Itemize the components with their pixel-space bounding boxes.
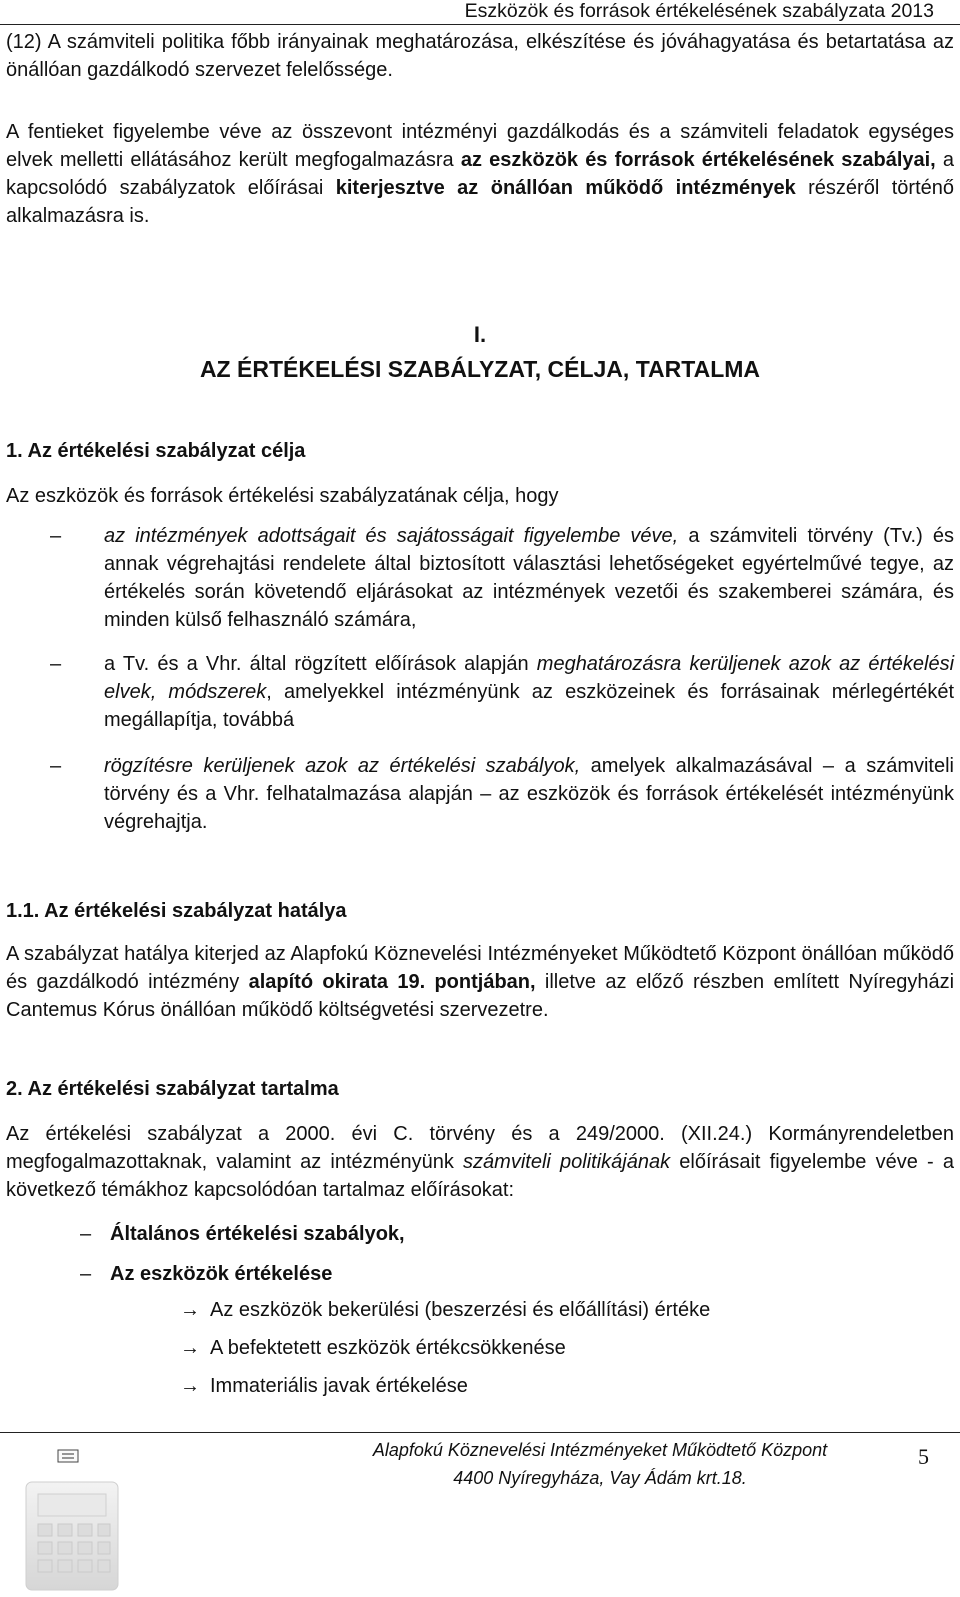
- section-2-subitem-2: A befektetett eszközök értékcsökkenése: [210, 1337, 566, 1359]
- intro-text-a: A fentieket figyelembe véve az összevont intézményi gazdálkodás és a számviteli feladatok egységes elvek melletti ellátásához került megfogalmazásra: [6, 121, 954, 171]
- section-2-heading: 2. Az értékelési szabályzat tartalma: [6, 1078, 339, 1100]
- section-2-subitem-3: Immateriális javak értékelése: [210, 1375, 468, 1397]
- section-2-item-2: Az eszközök értékelése: [110, 1263, 333, 1285]
- section-1-bullet-2: [104, 650, 954, 734]
- intro-bold-d: kiterjesztve az önállóan működő intézmények: [335, 177, 796, 199]
- footer-address: 4400 Nyíregyháza, Vay Ádám krt.18.: [453, 1468, 747, 1488]
- page-number: 5: [918, 1444, 929, 1469]
- chapter-number: I.: [473, 322, 487, 347]
- s11-bold: alapító okirata 19. pontjában,: [248, 971, 536, 993]
- section-1-1-heading: 1.1. Az értékelési szabályzat hatálya: [6, 900, 347, 922]
- header-rule: [0, 24, 960, 25]
- section-1-bullet-3: [104, 752, 954, 836]
- bullet-2-text-b: , amelyekkel intézményünk az eszközeinek és forrásainak mérlegértékét megállapítja, továbbá: [104, 681, 955, 731]
- intro-paragraph: [6, 118, 954, 230]
- bullet-2-text-a: a Tv. és a Vhr. által rögzített előírások alapján: [104, 653, 537, 675]
- bullet-1-italic: az intézmények adottságait és sajátosságait figyelembe véve,: [104, 525, 679, 547]
- bullet-dash-icon: –: [50, 755, 62, 777]
- chapter-title: AZ ÉRTÉKELÉSI SZABÁLYZAT, CÉLJA, TARTALMA: [199, 356, 761, 382]
- arrow-right-icon: →: [180, 1337, 200, 1359]
- s11-text-c: illetve az előző részben említett Nyíregyházi Cantemus Kórus önállóan működő költségvetési szervezetre.: [6, 971, 955, 1021]
- footer-rule: [0, 1432, 960, 1433]
- intro-text-c: a kapcsolódó szabályzatok előírásai: [6, 149, 955, 199]
- intro-bold-b: az eszközök és források értékelésének szabályai,: [460, 149, 936, 171]
- running-header: Eszközök és források értékelésének szabályzata 2013: [464, 0, 934, 22]
- section-2-subitem-1: Az eszközök bekerülési (beszerzési és előállítási) értéke: [210, 1299, 711, 1321]
- bullet-dash-icon: –: [80, 1223, 92, 1245]
- bullet-dash-icon: –: [50, 525, 62, 547]
- section-1-bullet-1: [104, 522, 954, 634]
- section-2-item-1: Általános értékelési szabályok,: [110, 1223, 405, 1245]
- institution-logo-icon: [8, 1442, 128, 1592]
- intro-text-e: részéről történő alkalmazásra is.: [6, 177, 954, 227]
- section-2-text: [6, 1120, 954, 1204]
- bullet-1-text: a számviteli törvény (Tv.) és annak végrehajtási rendelete által biztosított választási lehetőségeket egyértelművé tegye, az értékelés során követendő eljárásokat az intézmények vezetői és szakemberei számára, és minden külső felhasználó számára,: [104, 525, 954, 631]
- arrow-right-icon: →: [180, 1375, 200, 1397]
- bullet-2-italic: meghatározásra kerüljenek azok az értékelési elvek, módszerek: [104, 653, 955, 703]
- bullet-dash-icon: –: [80, 1263, 92, 1285]
- s2-italic: számviteli politikájának: [463, 1151, 671, 1173]
- s2-text-b: előírásait figyelembe véve - a következő témákhoz kapcsolódóan tartalmaz előírásokat:: [6, 1151, 954, 1201]
- bullet-3-italic: rögzítésre kerüljenek azok az értékelési szabályok,: [104, 755, 581, 777]
- section-1-heading: 1. Az értékelési szabályzat célja: [6, 440, 306, 462]
- section-1-lead: Az eszközök és források értékelési szabályzatának célja, hogy: [6, 485, 559, 507]
- arrow-right-icon: →: [180, 1299, 200, 1321]
- section-1-1-text: [6, 940, 954, 1024]
- bullet-3-text: amelyek alkalmazásával – a számviteli törvény és a Vhr. felhatalmazása alapján – az eszközök és források értékelését intézményünk végrehajtja.: [104, 755, 955, 833]
- bullet-dash-icon: –: [50, 653, 62, 675]
- paragraph-12: (12) A számviteli politika főbb irányainak meghatározása, elkészítése és jóváhagyatása és betartatása az önállóan gazdálkodó szervezet felelőssége.: [6, 31, 954, 81]
- s11-text-a: A szabályzat hatálya kiterjed az Alapfokú Köznevelési Intézményeket Működtető Központ önállóan működő és gazdálkodó intézmény: [6, 943, 954, 993]
- footer-institution: Alapfokú Köznevelési Intézményeket Működtető Központ: [372, 1440, 828, 1460]
- s2-text-a: Az értékelési szabályzat a 2000. évi C. törvény és a 249/2000. (XII.24.) Kormányrendeletben megfogalmazottaknak, valamint az intézményünk: [6, 1123, 954, 1173]
